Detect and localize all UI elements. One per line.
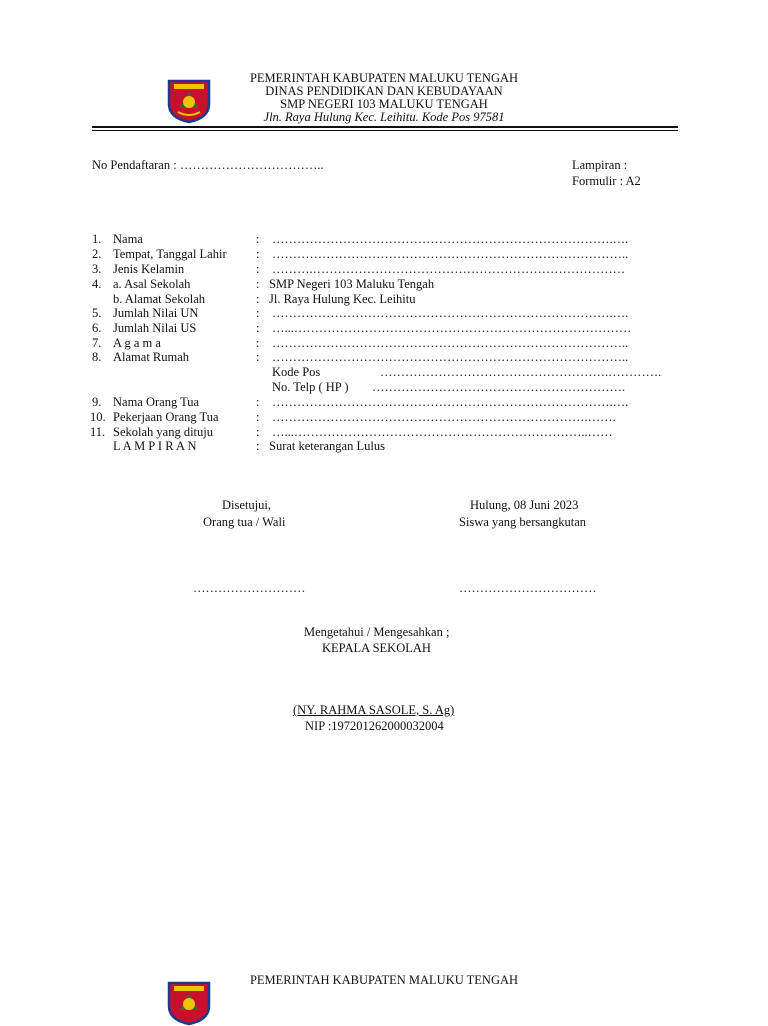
registration-number-label: No Pendaftaran : …………………………….. [92,158,324,172]
field-value-religion[interactable]: ………………………………………………………………………….. [272,336,629,350]
header-line-2: DINAS PENDIDIKAN DAN KEBUDAYAAN [265,84,503,98]
registration-number-field[interactable]: …………………………….. [179,158,324,172]
field-number: 11. [90,425,106,439]
field-value-target-school[interactable]: …...……………………………………………………………..…… [272,425,613,439]
header-address: Jln. Raya Hulung Kec. Leihitu. Kode Pos 97581 [263,110,505,124]
header-divider-thick [92,126,678,128]
field-label-parent-name: Nama Orang Tua [113,395,200,409]
attachment-label: Lampiran : [572,158,628,172]
principal-name: (NY. RAHMA SASOLE, S. Ag) [293,703,455,717]
field-value-school-address[interactable]: Jl. Raya Hulung Kec. Leihitu [269,292,416,306]
header-line-3: SMP NEGERI 103 MALUKU TENGAH [280,97,488,111]
place-date-label: Hulung, 08 Juni 2023 [470,498,579,512]
field-label-name: Nama [113,232,143,246]
field-number: 9. [92,395,102,409]
field-label-origin-school: a. Asal Sekolah [113,277,191,291]
field-label-home-address: Alamat Rumah [113,350,190,364]
principal-title: KEPALA SEKOLAH [322,641,431,655]
form-code-label: Formulir : A2 [572,174,641,188]
field-colon: : [256,232,260,246]
field-label-school-address: b. Alamat Sekolah [113,292,205,306]
field-value-parent-name[interactable]: ……………………………………………………………………….…. [272,395,629,409]
field-value-origin-school[interactable]: SMP Negeri 103 Maluku Tengah [269,277,435,291]
student-label: Siswa yang bersangkutan [459,515,587,529]
field-number: 10. [90,410,106,424]
postal-code-label: Kode Pos [272,365,321,379]
regency-emblem-logo [166,980,212,1026]
field-value-parent-job[interactable]: ………………………………………………………………….……. [272,410,616,424]
parent-signature-line[interactable]: ……………………… [193,581,306,595]
parent-guardian-label: Orang tua / Wali [203,515,286,529]
field-number: 4. [92,277,102,291]
phone-label: No. Telp ( HP ) [272,380,349,394]
field-label-un-score: Jumlah Nilai UN [113,306,199,320]
field-value-gender[interactable]: ……….………………………………………………………………… [272,262,626,276]
postal-code-field[interactable]: ……………………………………………….…………. [380,365,662,379]
field-colon: : [256,350,260,364]
attachment-section-label: L A M P I R A N [113,439,197,453]
field-number: 1. [92,232,102,246]
field-value-name[interactable]: ……………………………………………………………………….…. [272,232,629,246]
field-colon: : [256,425,260,439]
field-value-us-score[interactable]: …...……………………………………………………………………… [272,321,632,335]
field-colon: : [256,247,260,261]
field-label-religion: A g a m a [113,336,161,350]
phone-field[interactable]: ……………………………………………………. [372,380,626,394]
regency-emblem-logo [166,78,212,124]
field-value-home-address[interactable]: ………………………………………………………………………….. [272,350,629,364]
field-number: 5. [92,306,102,320]
field-label-parent-job: Pekerjaan Orang Tua [113,410,219,424]
principal-nip: NIP :197201262000032004 [305,719,444,733]
field-colon: : [256,439,260,453]
field-value-un-score[interactable]: ……………………………………………………………………….…. [272,306,629,320]
field-colon: : [256,336,260,350]
acknowledge-label: Mengetahui / Mengesahkan ; [304,625,450,639]
header-line-1: PEMERINTAH KABUPATEN MALUKU TENGAH [249,71,519,85]
field-value-birthplace-date[interactable]: ………………………………………………………………………….. [272,247,629,261]
field-colon: : [256,321,260,335]
student-signature-line[interactable]: …………………………… [459,581,597,595]
field-colon: : [256,277,260,291]
field-number: 6. [92,321,102,335]
field-colon: : [256,410,260,424]
field-number: 8. [92,350,102,364]
header-divider-thin [92,130,678,131]
field-number: 3. [92,262,102,276]
field-number: 7. [92,336,102,350]
field-label-gender: Jenis Kelamin [113,262,185,276]
field-colon: : [256,306,260,320]
field-colon: : [256,292,260,306]
field-label-us-score: Jumlah Nilai US [113,321,197,335]
field-label-target-school: Sekolah yang dituju [113,425,213,439]
field-colon: : [256,395,260,409]
approved-label: Disetujui, [222,498,271,512]
field-label-birthplace-date: Tempat, Tanggal Lahir [113,247,227,261]
attachment-value: Surat keterangan Lulus [269,439,385,453]
field-colon: : [256,262,260,276]
field-number: 2. [92,247,102,261]
next-page-header-line-1: PEMERINTAH KABUPATEN MALUKU TENGAH [249,973,519,987]
